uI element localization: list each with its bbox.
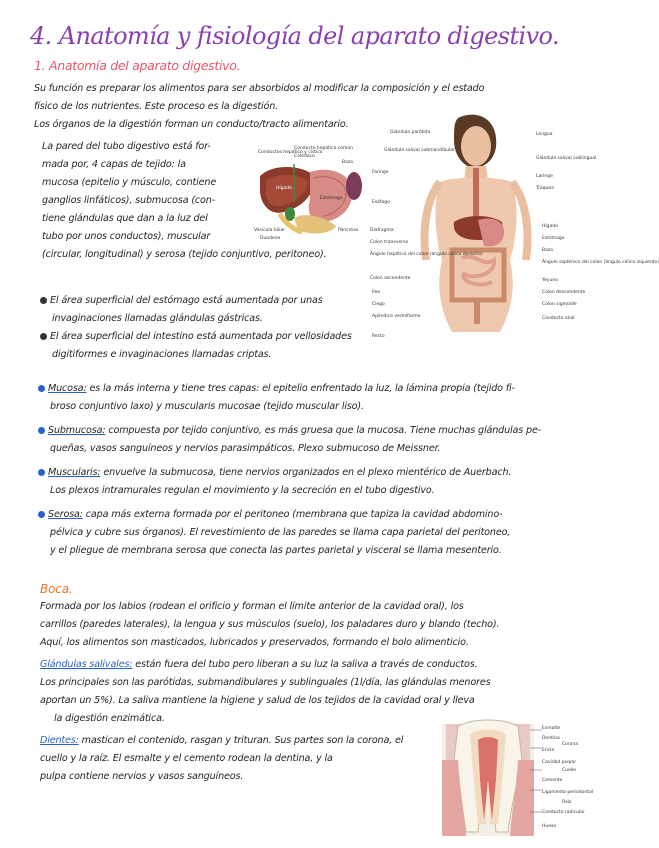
bullet-icon xyxy=(40,333,47,340)
figure-label: Ciego xyxy=(372,302,385,307)
list-item-serosa: Serosa: capa más externa formada por el peritoneo (membrana que tapiza la cavidad abdomino- xyxy=(38,506,541,524)
bullet-list-dark xyxy=(40,292,352,364)
boca-line: carrillos (paredes laterales), la lengua y sus músculos (suelo), los paladares duro y blando (techo). xyxy=(40,619,500,630)
glandulas-line: Los principales son las parótidas, submandibulares y sublinguales (1l/día, las glándulas menores xyxy=(40,677,491,688)
list-item: El área superficial del estómago está aumentada por unas xyxy=(40,292,352,310)
figure-label: Glándula parótida xyxy=(390,130,431,135)
wall-line: mucosa (epitelio y músculo, contiene xyxy=(42,177,217,188)
figure-label: Cuello xyxy=(562,768,577,773)
figure-label: Tráquea xyxy=(536,186,554,191)
stomach-liver-figure xyxy=(254,142,370,246)
figure-label: Encía xyxy=(542,748,555,753)
wall-line: La pared del tubo digestivo está for- xyxy=(42,141,211,152)
list-item-continuation: Los plexos intramurales regulan el movimiento y la secreción en el tubo digestivo. xyxy=(50,485,435,496)
intro-line: Su función es preparar los alimentos para ser absorbidos al modificar la composición y el estado xyxy=(34,83,485,94)
figure-label: Glándula salival submandibular xyxy=(384,148,455,153)
figure-label: Hígado xyxy=(542,224,558,229)
figure-label: Lengua xyxy=(536,132,553,137)
figure-label: Yeyuno xyxy=(542,278,559,283)
list-item-continuation: digitiformes e invaginaciones llamadas criptas. xyxy=(52,349,272,360)
list-item-submucosa: Submucosa: compuesta por tejido conjuntivo, es más gruesa que la mucosa. Tiene muchas glándulas pe- xyxy=(38,422,541,440)
wall-line: (circular, longitudinal) y serosa (tejido conjuntivo, peritoneo). xyxy=(42,249,327,260)
bullet-icon xyxy=(38,427,45,434)
glandulas-line: aportan un 5%). La saliva mantiene la higiene y salud de los tejidos de la cavidad oral y lleva xyxy=(40,695,475,706)
list-item-mucosa: Mucosa: es la más interna y tiene tres capas: el epitelio enfrentado la luz, la lámina propia (tejido fi- xyxy=(38,380,541,398)
figure-label: Bazo xyxy=(542,248,553,253)
figure-label: Colon sigmoide xyxy=(542,302,577,307)
figure-label: Esmalte xyxy=(542,726,561,731)
list-item-continuation: y el pliegue de membrana serosa que conecta las partes parietal y visceral se llama mesenterio. xyxy=(50,545,502,556)
boca-section xyxy=(40,580,499,786)
figure-label: Dentina xyxy=(542,736,560,741)
figure-label: Conducto radicular xyxy=(542,810,585,815)
figure-label: Hígado xyxy=(276,186,292,191)
bullet-icon xyxy=(38,469,45,476)
page-title: 4. Anatomía y fisiología del aparato digestivo. xyxy=(30,22,559,50)
layers-section xyxy=(38,380,541,560)
wall-line: tiene glándulas que dan a la luz del xyxy=(42,213,208,224)
bullet-icon xyxy=(38,511,45,518)
figure-label: Estómago xyxy=(320,196,343,201)
figure-label: Íleo xyxy=(372,290,381,295)
term-serosa: Serosa: xyxy=(48,509,83,520)
figure-label: Hueso xyxy=(542,824,557,829)
figure-label: Cavidad pulpar xyxy=(542,760,577,765)
list-item-continuation: queñas, vasos sanguíneos y nervios parasimpáticos. Plexo submucoso de Meissner. xyxy=(50,443,441,454)
boca-heading: Boca. xyxy=(40,582,73,596)
figure-label: Conducto anal xyxy=(542,316,575,321)
dientes-line: cuello y la raíz. El esmalte y el cemento rodean la dentina, y la xyxy=(40,753,333,764)
list-item-continuation: pélvica y cubre sus órganos). El revestimiento de las paredes se llama capa parietal del peritoneo, xyxy=(50,527,511,538)
figure-label: Colon transverso xyxy=(370,240,409,245)
figure-label: Estómago xyxy=(542,236,565,241)
term-glandulas: Glándulas salivales: xyxy=(40,659,133,670)
tooth-illustration xyxy=(438,720,588,838)
intro-line: físico de los nutrientes. Este proceso es la digestión. xyxy=(34,101,279,112)
term-dientes: Dientes: xyxy=(40,735,79,746)
figure-label: Duodeno xyxy=(260,236,281,241)
figure-label: Diafragma xyxy=(370,228,394,233)
figure-label: Bazo xyxy=(342,160,353,165)
list-item-muscularis: Muscularis: envuelve la submucosa, tiene nervios organizados en el plexo mientérico de Auerbach. xyxy=(38,464,541,482)
figure-label: Esófago xyxy=(372,200,390,205)
boca-line: Aquí, los alimentos son masticados, lubricados y preservados, formando el bolo alimenticio. xyxy=(40,637,469,648)
figure-label: Ángulo esplénico del colon (ángulo cólico izquierdo) xyxy=(542,260,659,265)
list-item: El área superficial del intestino está aumentada por vellosidades xyxy=(40,328,352,346)
figure-label: Ligamento periodontal xyxy=(542,790,594,795)
wall-line: ganglios linfáticos), submucosa (con- xyxy=(42,195,216,206)
bullet-icon xyxy=(38,385,45,392)
figure-label: Páncreas xyxy=(338,228,359,233)
wall-line: mada por, 4 capas de tejido: la xyxy=(42,159,186,170)
figure-label: Vesícula biliar xyxy=(254,228,286,233)
boca-line: Formada por los labios (rodean el orificio y forman el límite anterior de la cavidad oral), los xyxy=(40,601,464,612)
figure-label: Glándula salival sublingual xyxy=(536,156,597,161)
term-muscularis: Muscularis: xyxy=(48,467,101,478)
dientes-line: pulpa contiene nervios y vasos sanguíneos. xyxy=(40,771,244,782)
figure-label: Colon descendente xyxy=(542,290,586,295)
list-item-continuation: broso conjuntivo laxo) y muscularis mucosae (tejido muscular liso). xyxy=(50,401,364,412)
tooth-figure xyxy=(438,720,594,838)
figure-label: Colédoco xyxy=(294,154,315,159)
figure-label: Conductos hepático y cístico xyxy=(258,150,323,155)
glandulas-line: Glándulas salivales: están fuera del tubo pero liberan a su luz la saliva a través de conductos. xyxy=(40,659,478,670)
intro-line: Los órganos de la digestión forman un conducto/tracto alimentario. xyxy=(34,119,349,130)
term-submucosa: Submucosa: xyxy=(48,425,106,436)
figure-label: Recto xyxy=(372,334,385,339)
section-subtitle: 1. Anatomía del aparato digestivo. xyxy=(34,58,241,73)
figure-label: Laringe xyxy=(536,174,553,179)
term-mucosa: Mucosa: xyxy=(48,383,87,394)
digestive-system-figure xyxy=(370,110,659,342)
figure-label: Corona xyxy=(562,742,579,747)
dientes-line: Dientes: mastican el contenido, rasgan y trituran. Sus partes son la corona, el xyxy=(40,735,404,746)
figure-label: Colon ascendente xyxy=(370,276,411,281)
wall-line: tubo por unos conductos), muscular xyxy=(42,231,211,242)
list-item-continuation: invaginaciones llamadas glándulas gástricas. xyxy=(52,313,263,324)
figure-label: Faringe xyxy=(372,170,389,175)
figure-label: Raíz xyxy=(562,800,572,805)
figure-label: Cemento xyxy=(542,778,563,783)
figure-label: Conducto hepático común xyxy=(294,146,354,151)
glandulas-line: la digestión enzimática. xyxy=(54,713,165,724)
figure-label: Ángulo hepático del colon (ángulo cólico derecho) xyxy=(370,252,483,257)
figure-label: Apéndice vermiforme xyxy=(372,314,421,319)
bullet-icon xyxy=(40,297,47,304)
